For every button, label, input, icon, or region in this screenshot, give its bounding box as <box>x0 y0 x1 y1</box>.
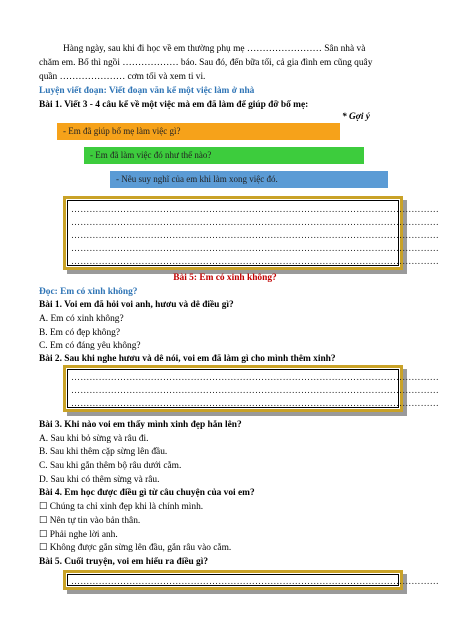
question-3: Bài 3. Khi nào voi em thấy mình xinh đẹp hẳn lên? <box>39 420 242 430</box>
hint-title: * Gợi ý <box>342 112 370 122</box>
question-5: Bài 5. Cuối truyện, voi em hiểu ra điều gì? <box>39 557 209 567</box>
answer-line: ………………………………………………………………………………………………………… <box>71 385 439 395</box>
answer-line: ………………………………………………………………………………………………………… <box>71 204 439 214</box>
writing-heading: Luyện viết đoạn: Viết đoạn văn kể một việc làm ở nhà <box>39 86 255 96</box>
question-1: Bài 1. Voi em đã hỏi voi anh, hươu và dê điều gì? <box>39 300 234 310</box>
answer-line: ………………………………………………………………………………………………………… <box>71 398 439 408</box>
answer-line: ………………………………………………………………………………………………………… <box>71 230 439 240</box>
q3-option-b: B. Sau khi thêm cặp sừng lên đầu. <box>39 447 168 457</box>
q3-option-d: D. Sau khi có thêm sừng và râu. <box>39 475 160 485</box>
q2-answer-box[interactable] <box>63 365 439 412</box>
q1-option-a: A. Em có xinh không? <box>39 314 124 324</box>
hint-bar-2: - Em đã làm việc đó như thế nào? <box>84 147 364 164</box>
q4-checkbox-2[interactable]: ☐ Nên tự tin vào bản thân. <box>39 516 141 526</box>
intro-line-3: quần ………………… cơm tối và xem ti vi. <box>39 72 206 82</box>
q3-option-a: A. Sau khi bỏ sừng và râu đi. <box>39 434 149 444</box>
hint-bar-1: - Em đã giúp bố mẹ làm việc gì? <box>57 123 340 140</box>
q1-option-c: C. Em có đáng yêu không? <box>39 341 141 351</box>
writing-task: Bài 1. Viết 3 - 4 câu kể về một việc mà em đã làm để giúp đỡ bố mẹ: <box>39 100 309 110</box>
q3-option-c: C. Sau khi gắn thêm bộ râu dưới cằm. <box>39 461 182 471</box>
intro-line-1: Hàng ngày, sau khi đi học về em thường phụ mẹ …………………… Sân nhà và <box>63 44 366 54</box>
writing-answer-box[interactable] <box>63 196 439 270</box>
reading-heading: Đọc: Em có xinh không? <box>39 287 138 297</box>
answer-line: ………………………………………………………………………………………………………… <box>71 243 439 253</box>
q4-checkbox-1[interactable]: ☐ Chúng ta chỉ xinh đẹp khi là chính mình. <box>39 502 204 512</box>
question-2: Bài 2. Sau khi nghe hươu và dê nói, voi em đã làm gì cho mình thêm xinh? <box>39 354 336 364</box>
answer-line: ………………………………………………………………………………………………………… <box>71 372 439 382</box>
q4-checkbox-4[interactable]: ☐ Không được gắn sừng lên đầu, gắn râu vào cằm. <box>39 543 232 553</box>
answer-line: ………………………………………………………………………………………………………… <box>71 256 439 266</box>
intro-line-2: chăm em. Bố thì ngồi ……………… báo. Sau đó, đến bữa tối, cả gia đình em cũng quây <box>39 58 373 68</box>
q5-answer-box[interactable] <box>63 570 439 590</box>
question-4: Bài 4. Em học được điều gì từ câu chuyện của voi em? <box>39 488 255 498</box>
hint-bar-3: - Nêu suy nghĩ của em khi làm xong việc đó. <box>110 171 388 188</box>
lesson-title: Bài 5: Em có xinh không? <box>173 273 277 283</box>
answer-line: ………………………………………………………………………………………………………… <box>71 217 439 227</box>
q1-option-b: B. Em có đẹp không? <box>39 328 120 338</box>
q4-checkbox-3[interactable]: ☐ Phải nghe lời anh. <box>39 530 118 540</box>
answer-line: ………………………………………………………………………………………………………… <box>71 576 439 586</box>
